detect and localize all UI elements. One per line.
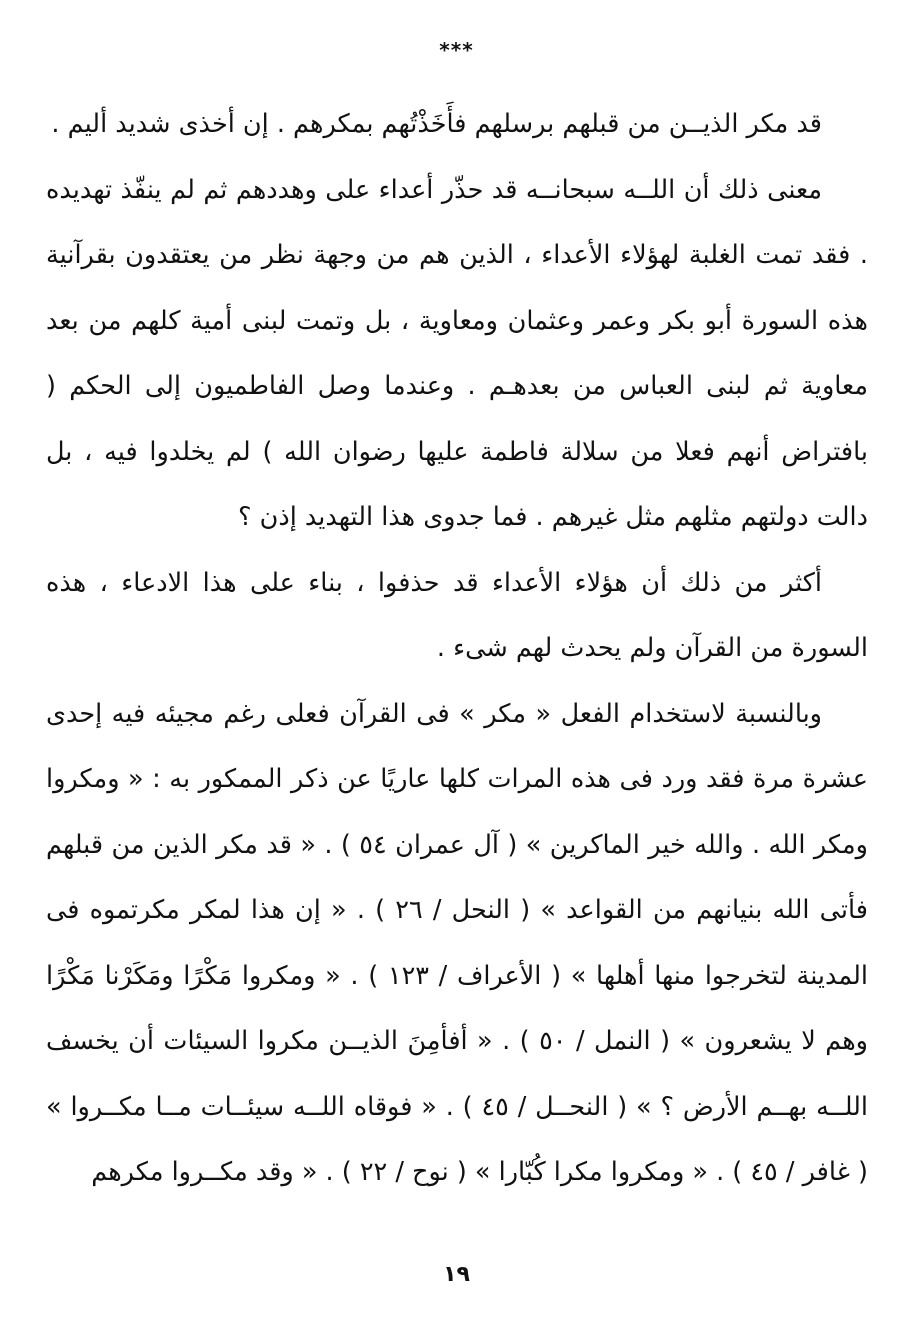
paragraph: وبالنسبة لاستخدام الفعل « مكر » فى القرآن فعلى رغم مجيئه فيه إحدى عشرة مرة فقد ورد فى هذه المرات كلها عاريًا عن ذكر الممكور به : « ومكروا ومكر الله . والله خير الماكرين » ( آل عمران ٥٤ ) . « قد مكر الذين من قبلهم فأتى الله بنيانهم من القواعد » ( النحل / ٢٦ ) . « إن هذا لمكر مكرتموه فى المدينة لتخرجوا منها أهلها » ( الأعراف / ١٢٣ ) . « ومكروا مَكْرًا ومَكَرْنا مَكْرًا وهم لا يشعرون » ( النمل / ٥٠ ) . « أفأمِنَ الذيــن مكروا السيئات أن يخسف اللــه بهــم الأرض ؟ » ( النحــل / ٤٥ ) . « فوقاه اللــه سيئــات مــا مكــروا » ( غافر / ٤٥ ) . « ومكروا مكرا كُبّارا » ( نوح / ٢٢ ) . « وقد مكــروا مكرهم: [46, 698, 868, 1187]
paragraph: قد مكر الذيــن من قبلهم برسلهم فأَخَذْتُهم بمكرهم . إن أخذى شديد أليم .: [51, 109, 822, 139]
paragraph: أكثر من ذلك أن هؤلاء الأعداء قد حذفوا ، بناء على هذا الادعاء ، هذه السورة من القرآن ولم يحدث لهم شىء .: [46, 567, 868, 663]
paragraph: معنى ذلك أن اللــه سبحانــه قد حذّر أعداء على وهددهم ثم لم ينفّذ تهديده . فقد تمت الغلبة لهؤلاء الأعداء ، الذين هم من وجهة نظر من يعتقدون بقرآنية هذه السورة أبو بكر وعمر وعثمان ومعاوية ، بل وتمت لبنى أمية كلهم من بعد معاوية ثم لبنى العباس من بعدهـم . وعندما وصل الفاطميون إلى الحكم ( بافتراض أنهم فعلا من سلالة فاطمة عليها رضوان الله ) لم يخلدوا فيه ، بل دالت دولتهم مثلهم مثل غيرهم . فما جدوى هذا التهديد إذن ؟: [46, 174, 868, 532]
document-body: [46, 92, 868, 1206]
page-number: ١٩: [443, 1262, 470, 1287]
section-separator: ***: [439, 38, 474, 62]
